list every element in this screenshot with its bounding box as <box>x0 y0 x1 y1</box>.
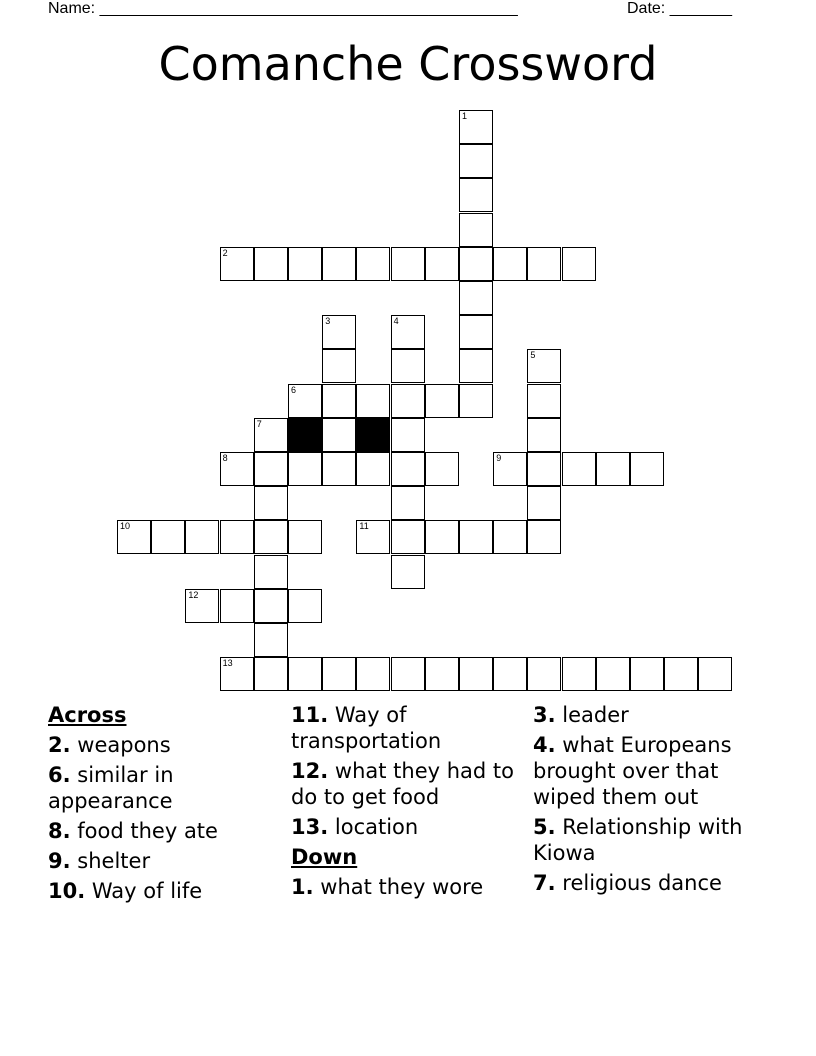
cell-number: 1 <box>462 111 468 121</box>
cell-number: 6 <box>291 384 297 395</box>
grid-cell[interactable] <box>288 452 322 486</box>
clue-number: 1. <box>291 875 314 899</box>
grid-cell[interactable] <box>459 384 493 418</box>
grid-cell[interactable] <box>459 281 493 315</box>
grid-cell[interactable] <box>562 247 596 281</box>
grid-cell[interactable] <box>254 486 288 520</box>
clue-down-3 <box>533 702 769 728</box>
grid-cell[interactable] <box>391 315 425 349</box>
grid-cell[interactable] <box>117 520 151 554</box>
grid-block <box>356 418 390 452</box>
grid-cell[interactable] <box>527 384 561 418</box>
grid-cell[interactable] <box>391 452 425 486</box>
grid-cell[interactable] <box>664 657 698 691</box>
grid-cell[interactable] <box>288 384 322 418</box>
grid-cell[interactable] <box>459 349 493 383</box>
clue-text: what Europeans brought over that wiped them out <box>533 733 732 809</box>
clue-column-2 <box>291 702 531 904</box>
grid-cell[interactable] <box>220 247 254 281</box>
grid-cell[interactable] <box>527 486 561 520</box>
grid-cell[interactable] <box>527 520 561 554</box>
grid-cell[interactable] <box>698 657 732 691</box>
grid-cell[interactable] <box>493 247 527 281</box>
cell-number: 2 <box>222 247 228 258</box>
page-title: Comanche Crossword <box>158 37 658 91</box>
grid-cell[interactable] <box>254 623 288 657</box>
clue-across-11 <box>291 702 531 754</box>
grid-cell[interactable] <box>322 657 356 691</box>
clue-number: 7. <box>533 871 556 895</box>
cell-number: 3 <box>325 316 331 327</box>
cell-number: 9 <box>496 453 502 463</box>
cell-number: 13 <box>222 658 233 669</box>
clue-number: 2. <box>48 733 71 757</box>
clue-text: Relationship with Kiowa <box>533 815 743 865</box>
clue-text: similar in appearance <box>48 763 174 813</box>
cell-number: 8 <box>222 453 228 463</box>
grid-cell[interactable] <box>322 247 356 281</box>
grid-cell[interactable] <box>151 520 185 554</box>
grid-cell[interactable] <box>288 657 322 691</box>
clue-text: shelter <box>77 849 151 873</box>
grid-cell[interactable] <box>356 657 390 691</box>
clue-down-5 <box>533 814 769 866</box>
grid-cell[interactable] <box>254 418 288 452</box>
cell-number: 7 <box>256 418 262 429</box>
grid-cell[interactable] <box>391 247 425 281</box>
clue-number: 10. <box>48 879 86 903</box>
name-field-label[interactable]: Name: _______________________________________________ <box>48 0 518 17</box>
clue-text: food they ate <box>77 819 218 843</box>
clue-down-4 <box>533 732 769 810</box>
grid-cell[interactable] <box>288 520 322 554</box>
grid-cell[interactable] <box>220 657 254 691</box>
grid-cell[interactable] <box>254 555 288 589</box>
grid-block <box>288 418 322 452</box>
grid-cell[interactable] <box>254 247 288 281</box>
clue-number: 11. <box>291 703 329 727</box>
clue-across-10 <box>48 878 288 904</box>
clue-text: leader <box>562 703 629 727</box>
clue-number: 3. <box>533 703 556 727</box>
cell-number: 10 <box>120 521 131 532</box>
grid-cell[interactable] <box>356 247 390 281</box>
clue-number: 9. <box>48 849 71 873</box>
grid-cell[interactable] <box>254 520 288 554</box>
cell-number: 12 <box>188 589 199 600</box>
grid-cell[interactable] <box>220 452 254 486</box>
clue-column-3 <box>533 702 769 900</box>
grid-cell[interactable] <box>356 452 390 486</box>
grid-cell[interactable] <box>425 247 459 281</box>
grid-cell[interactable] <box>459 247 493 281</box>
grid-cell[interactable] <box>527 247 561 281</box>
grid-cell[interactable] <box>356 384 390 418</box>
clue-number: 6. <box>48 763 71 787</box>
clue-down-7 <box>533 870 769 896</box>
clue-text: weapons <box>77 733 171 757</box>
grid-cell[interactable] <box>527 349 561 383</box>
cell-number: 4 <box>393 316 399 327</box>
grid-cell[interactable] <box>596 657 630 691</box>
grid-cell[interactable] <box>322 315 356 349</box>
clue-column-1 <box>48 702 288 908</box>
grid-cell[interactable] <box>425 657 459 691</box>
clue-number: 4. <box>533 733 556 757</box>
grid-cell[interactable] <box>459 144 493 178</box>
grid-cell[interactable] <box>425 520 459 554</box>
grid-cell[interactable] <box>254 452 288 486</box>
grid-cell[interactable] <box>322 384 356 418</box>
clue-number: 13. <box>291 815 329 839</box>
grid-cell[interactable] <box>391 486 425 520</box>
grid-cell[interactable] <box>493 520 527 554</box>
grid-cell[interactable] <box>630 452 664 486</box>
grid-cell[interactable] <box>391 349 425 383</box>
grid-cell[interactable] <box>596 452 630 486</box>
grid-cell[interactable] <box>493 452 527 486</box>
clue-across-12 <box>291 758 531 810</box>
clue-across-6 <box>48 762 288 814</box>
grid-cell[interactable] <box>459 657 493 691</box>
clue-text: religious dance <box>562 871 722 895</box>
clue-across-2 <box>48 732 288 758</box>
grid-cell[interactable] <box>288 589 322 623</box>
grid-cell[interactable] <box>220 589 254 623</box>
date-field-label[interactable]: Date: _______ <box>627 0 732 17</box>
grid-cell[interactable] <box>459 315 493 349</box>
grid-cell[interactable] <box>493 657 527 691</box>
clue-text: what they had to do to get food <box>291 759 514 809</box>
grid-cell[interactable] <box>459 178 493 212</box>
down-heading: Down <box>291 845 358 869</box>
clue-text: Way of life <box>91 879 203 903</box>
grid-cell[interactable] <box>459 520 493 554</box>
grid-cell[interactable] <box>322 418 356 452</box>
clue-text: what they wore <box>320 875 484 899</box>
grid-cell[interactable] <box>185 589 219 623</box>
grid-cell[interactable] <box>425 452 459 486</box>
clue-down-1 <box>291 874 531 900</box>
grid-cell[interactable] <box>391 418 425 452</box>
grid-cell[interactable] <box>562 452 596 486</box>
grid-cell[interactable] <box>254 657 288 691</box>
grid-cell[interactable] <box>527 452 561 486</box>
grid-cell[interactable] <box>459 110 493 144</box>
clue-across-13 <box>291 814 531 840</box>
grid-cell[interactable] <box>630 657 664 691</box>
clue-across-9 <box>48 848 288 874</box>
grid-cell[interactable] <box>527 418 561 452</box>
grid-cell[interactable] <box>288 247 322 281</box>
clue-number: 8. <box>48 819 71 843</box>
grid-cell[interactable] <box>254 589 288 623</box>
grid-cell[interactable] <box>356 520 390 554</box>
grid-cell[interactable] <box>185 520 219 554</box>
grid-cell[interactable] <box>527 657 561 691</box>
grid-cell[interactable] <box>562 657 596 691</box>
across-heading: Across <box>48 703 127 727</box>
grid-cell[interactable] <box>391 657 425 691</box>
clue-across-8 <box>48 818 288 844</box>
grid-cell[interactable] <box>391 520 425 554</box>
grid-cell[interactable] <box>322 349 356 383</box>
cell-number: 11 <box>359 521 369 532</box>
grid-cell[interactable] <box>391 384 425 418</box>
clue-number: 5. <box>533 815 556 839</box>
grid-cell[interactable] <box>425 384 459 418</box>
clue-text: Way of transportation <box>291 703 442 753</box>
clue-text: location <box>334 815 419 839</box>
grid-cell[interactable] <box>459 213 493 247</box>
grid-cell[interactable] <box>391 555 425 589</box>
grid-cell[interactable] <box>322 452 356 486</box>
clue-number: 12. <box>291 759 329 783</box>
grid-cell[interactable] <box>220 520 254 554</box>
cell-number: 5 <box>530 350 536 361</box>
